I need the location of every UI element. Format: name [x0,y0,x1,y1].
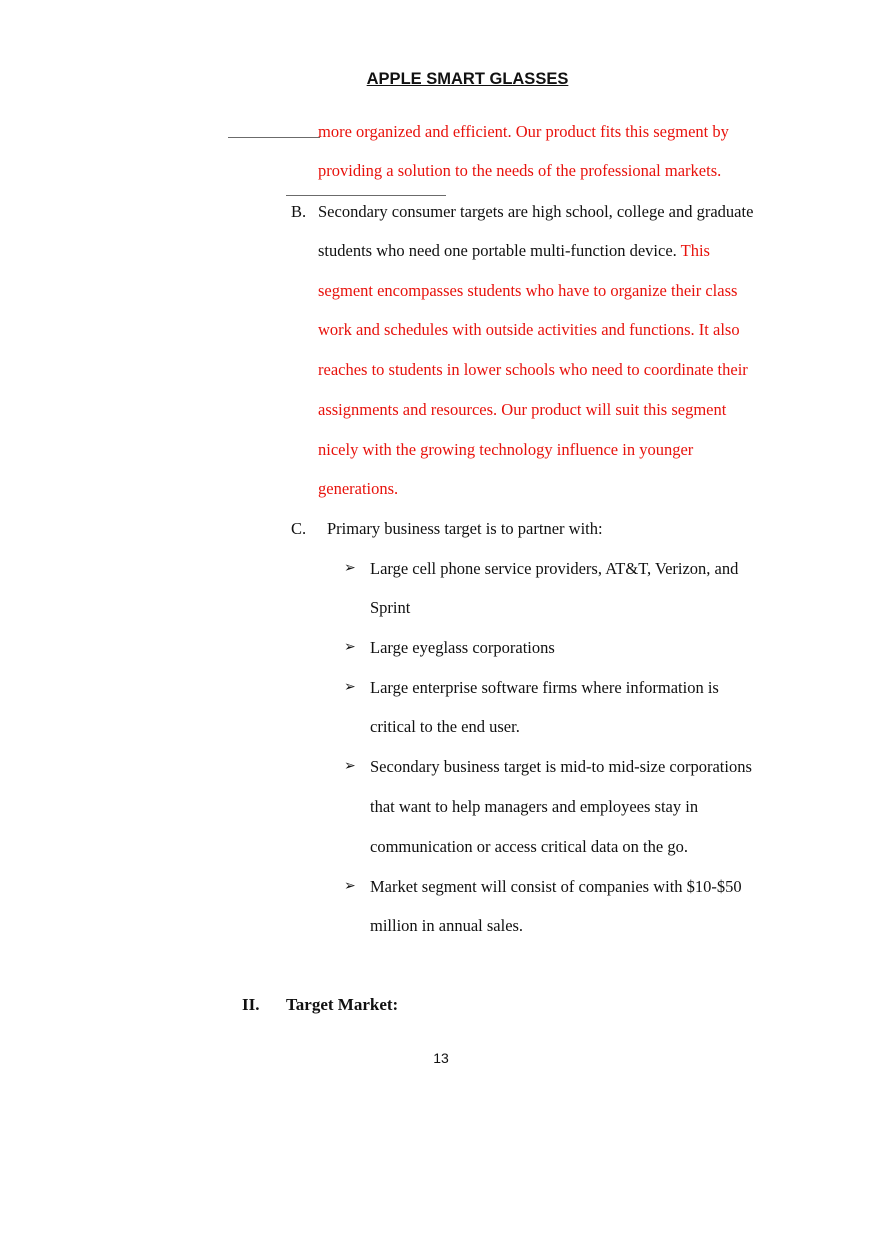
revision-rule-bottom [286,195,446,196]
item-c-text: Primary business target is to partner with: [327,519,603,538]
bullet-5-line-2: million in annual sales. [370,916,524,935]
document-title: APPLE SMART GLASSES [366,70,569,88]
bullet-4-line-3: communication or access critical data on the go. [370,837,688,856]
continuation-line-1: more organized and efficient. Our product fits this segment by [318,122,729,141]
item-b-revision-line-4: assignments and resources. Our product will suit this segment [318,400,727,419]
bullet-arrow-icon: ➢ [344,640,356,655]
item-b-revision-line-5: nicely with the growing technology influence in younger [318,440,694,459]
revision-rule-top [228,137,320,138]
item-b-revision-line-2: work and schedules with outside activities and functions. It also [318,320,740,339]
item-b-revision-line-3: reaches to students in lower schools who need to coordinate their [318,360,748,379]
bullet-4-line-2: that want to help managers and employees stay in [370,797,699,816]
item-b-line-2-revision: This [680,241,710,260]
bullet-4-line-1: Secondary business target is mid-to mid-size corporations [370,757,752,776]
item-b-revision-line-1: segment encompasses students who have to organize their class [318,281,738,300]
bullet-1-line-2: Sprint [370,598,411,617]
section-heading: Target Market: [286,995,399,1014]
bullet-3-line-1: Large enterprise software firms where information is [370,678,719,697]
continuation-line-2: providing a solution to the needs of the professional markets. [318,161,722,180]
item-b-line-2-text: students who need one portable multi-function device. [318,241,677,260]
bullet-2-line-1: Large eyeglass corporations [370,638,555,657]
bullet-arrow-icon: ➢ [344,879,356,894]
bullet-3-line-2: critical to the end user. [370,717,520,736]
item-b-marker: B. [291,202,307,221]
bullet-arrow-icon: ➢ [344,561,356,576]
page-number: 13 [433,1050,449,1066]
item-b-revision-line-6: generations. [318,479,399,498]
item-b-line-1: Secondary consumer targets are high school, college and graduate [318,202,754,221]
bullet-1-line-1: Large cell phone service providers, AT&T, Verizon, and [370,559,739,578]
bullet-arrow-icon: ➢ [344,680,356,695]
section-numeral: II. [242,995,260,1014]
item-c-marker: C. [291,519,307,538]
bullet-arrow-icon: ➢ [344,759,356,774]
item-b-line-2 [318,241,710,261]
bullet-5-line-1: Market segment will consist of companies with $10-$50 [370,877,742,896]
